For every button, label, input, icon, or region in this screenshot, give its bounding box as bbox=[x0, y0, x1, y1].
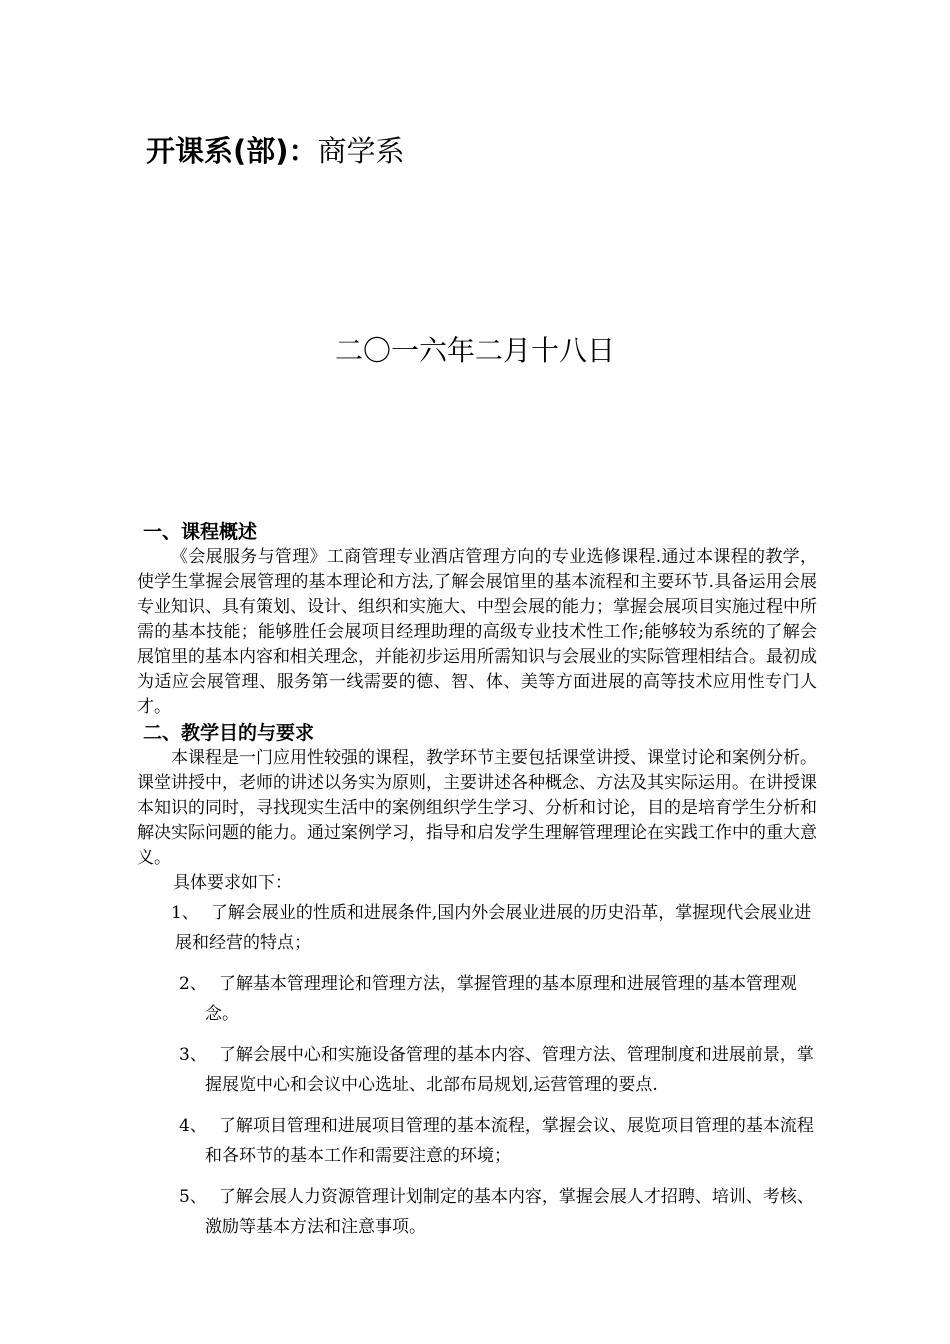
section-heading-overview: 一、课程概述 bbox=[143, 521, 258, 543]
list-item-number: 5、 bbox=[179, 1187, 207, 1207]
department-value: 商学系 bbox=[317, 134, 405, 168]
list-item bbox=[137, 969, 817, 1029]
list-item-text: 了解会展中心和实施设备管理的基本内容、管理方法、管理制度和进展前景，掌握展览中心和会议中心选址、北部布局规划,运营管理的要点. bbox=[205, 1045, 814, 1095]
list-item-number: 3、 bbox=[179, 1045, 207, 1065]
section-heading-objectives: 二、教学目的与要求 bbox=[143, 722, 315, 744]
document-body bbox=[137, 519, 817, 1253]
list-item bbox=[137, 1111, 817, 1171]
list-item-text: 了解项目管理和进展项目管理的基本流程，掌握会议、展览项目管理的基本流程和各环节的基本工作和需要注意的环境； bbox=[205, 1116, 814, 1166]
list-item bbox=[137, 898, 817, 958]
list-item-number: 1、 bbox=[171, 903, 199, 923]
requirements-intro: 具体要求如下： bbox=[173, 873, 292, 893]
department-label: 开课系(部)： bbox=[146, 134, 318, 168]
list-item bbox=[137, 1040, 817, 1100]
overview-paragraph: 《会展服务与管理》工商管理专业酒店管理方向的专业选修课程.通过本课程的教学，使学生掌握会展管理的基本理论和方法,了解会展馆里的基本流程和主要环节.具备运用会展专业知识、具有策划、设计、组织和实施大、中型会展的能力；掌握会展项目实施过程中所需的基本技能；能够胜任会展项目经理助理的高级专业技术性工作;能够较为系统的了解会展馆里的基本内容和相关理念，并能初步运用所需知识与会展业的实际管理相结合。最初成为适应会展管理、服务第一线需要的德、智、体、美等方面进展的高等技术应用性专门人才。 bbox=[137, 547, 817, 717]
objectives-paragraph: 本课程是一门应用性较强的课程，教学环节主要包括课堂讲授、课堂讨论和案例分析。课堂讲授中，老师的讲述以务实为原则，主要讲述各种概念、方法及其实际运用。在讲授课本知识的同时，寻找现实生活中的案例组织学生学习、分析和讨论，目的是培育学生分析和解决实际问题的能力。通过案例学习，指导和启发学生理解管理理论在实践工作中的重大意义。 bbox=[137, 748, 817, 868]
list-item-number: 2、 bbox=[179, 974, 207, 994]
document-date: 二〇一六年二月十八日 bbox=[334, 334, 615, 367]
list-item-text: 了解基本管理理论和管理方法，掌握管理的基本原理和进展管理的基本管理观念。 bbox=[205, 974, 797, 1024]
requirements-list bbox=[137, 898, 817, 1242]
list-item-text: 了解会展业的性质和进展条件,国内外会展业进展的历史沿革，掌握现代会展业进展和经营的特点； bbox=[175, 903, 812, 953]
list-item-number: 4、 bbox=[179, 1116, 207, 1136]
department-line bbox=[146, 128, 405, 174]
list-item bbox=[137, 1182, 817, 1242]
list-item-text: 了解会展人力资源管理计划制定的基本内容，掌握会展人才招聘、培训、考核、激励等基本方法和注意事项。 bbox=[205, 1187, 814, 1237]
